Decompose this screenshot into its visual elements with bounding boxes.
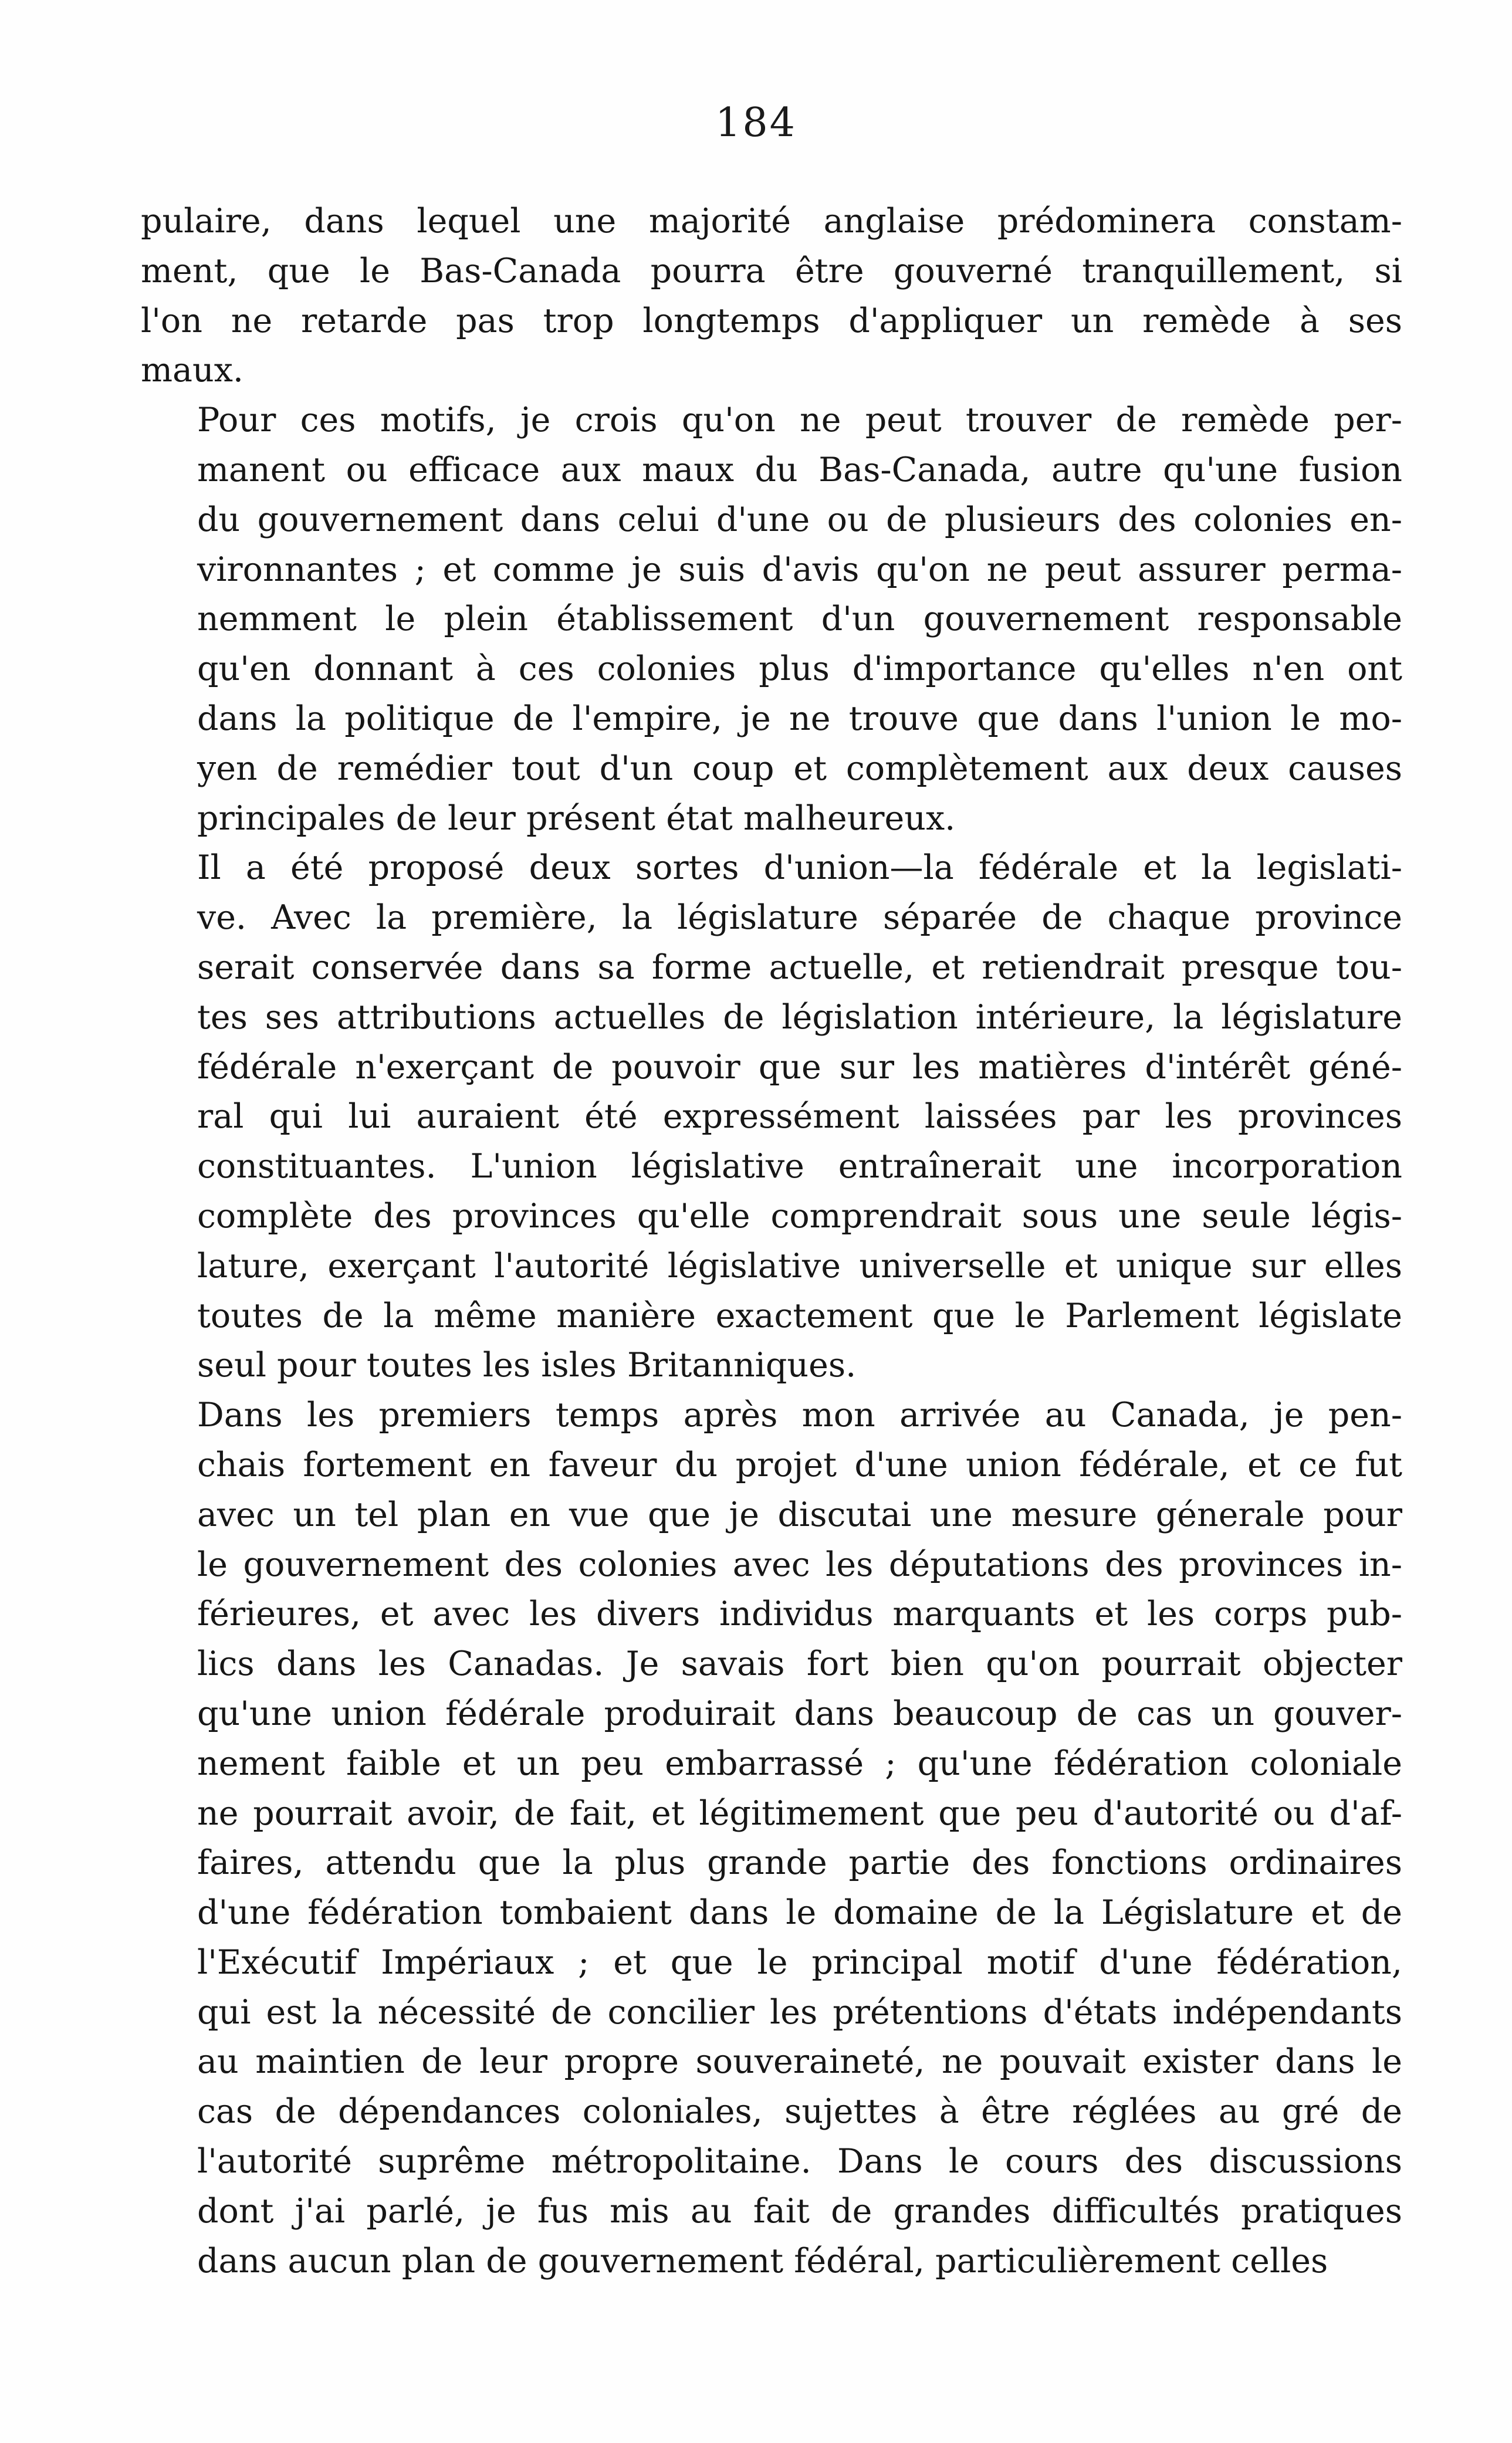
text-line: constituantes. L'union législative entraînerait une incorporation	[197, 1147, 1402, 1186]
text-line: dans aucun plan de gouvernement fédéral, particulièrement celles	[197, 2241, 1328, 2280]
text-line: vironnantes ; et comme je suis d'avis qu'on ne peut assurer perma-	[197, 550, 1402, 589]
text-line: dans la politique de l'empire, je ne trouve que dans l'union le mo-	[197, 699, 1402, 738]
text-line: lics dans les Canadas. Je savais fort bien qu'on pourrait objecter	[197, 1645, 1402, 1684]
text-line: nemment le plein établissement d'un gouvernement responsable	[197, 600, 1402, 639]
text-line: férieures, et avec les divers individus marquants et les corps pub-	[197, 1595, 1402, 1634]
text-line: avec un tel plan en vue que je discutai une mesure génerale pour	[197, 1495, 1402, 1534]
text-line: le gouvernement des colonies avec les députations des provinces in-	[197, 1545, 1402, 1584]
text-line: dont j'ai parlé, je fus mis au fait de grandes difficultés pratiques	[197, 2191, 1402, 2231]
text-line: ve. Avec la première, la législature séparée de chaque province	[197, 898, 1402, 938]
text-line: faires, attendu que la plus grande partie des fonctions ordinaires	[197, 1843, 1402, 1883]
text-line: nement faible et un peu embarrassé ; qu'une fédération coloniale	[197, 1744, 1402, 1783]
text-line: toutes de la même manière exactement que le Parlement législate	[197, 1296, 1402, 1335]
text-line: l'on ne retarde pas trop longtemps d'appliquer un remède à ses	[141, 301, 1402, 340]
body-text	[141, 197, 1402, 2286]
text-line: Dans les premiers temps après mon arrivée au Canada, je pen-	[197, 1396, 1402, 1435]
text-line: tes ses attributions actuelles de législation intérieure, la législature	[197, 997, 1402, 1037]
text-line: ne pourrait avoir, de fait, et légitimement que peu d'autorité ou d'af-	[197, 1794, 1402, 1833]
text-line: l'autorité suprême métropolitaine. Dans le cours des discussions	[197, 2142, 1402, 2181]
text-line: fédérale n'exerçant de pouvoir que sur les matières d'intérêt géné-	[197, 1047, 1402, 1087]
text-line: Pour ces motifs, je crois qu'on ne peut trouver de remède per-	[197, 401, 1402, 440]
text-line: seul pour toutes les isles Britanniques.	[197, 1346, 857, 1385]
text-line: l'Exécutif Impériaux ; et que le principal motif d'une fédération,	[197, 1943, 1402, 1982]
text-line: Il a été proposé deux sortes d'union—la fédérale et la legislati-	[197, 848, 1402, 888]
text-line: lature, exerçant l'autorité législative universelle et unique sur elles	[197, 1246, 1402, 1285]
text-line: chais fortement en faveur du projet d'une union fédérale, et ce fut	[197, 1445, 1402, 1484]
text-line: complète des provinces qu'elle comprendrait sous une seule légis-	[197, 1196, 1402, 1236]
paragraph	[141, 197, 1402, 395]
paragraph	[141, 395, 1402, 843]
text-line: ment, que le Bas-Canada pourra être gouverné tranquillement, si	[141, 251, 1402, 290]
text-line: ral qui lui auraient été expressément laissées par les provinces	[197, 1097, 1402, 1136]
text-line: pulaire, dans lequel une majorité anglaise prédominera constam-	[141, 202, 1402, 241]
text-line: qu'en donnant à ces colonies plus d'importance qu'elles n'en ont	[197, 649, 1402, 689]
text-line: qu'une union fédérale produirait dans beaucoup de cas un gouver-	[197, 1694, 1402, 1733]
text-line: principales de leur présent état malheureux.	[197, 798, 956, 838]
text-line: qui est la nécessité de concilier les prétentions d'états indépendants	[197, 1992, 1402, 2032]
text-line: du gouvernement dans celui d'une ou de plusieurs des colonies en-	[197, 500, 1402, 539]
paragraph	[141, 843, 1402, 1390]
text-line: maux.	[141, 351, 244, 390]
text-line: au maintien de leur propre souveraineté, ne pouvait exister dans le	[197, 2042, 1402, 2082]
text-line: manent ou efficace aux maux du Bas-Canada, autre qu'une fusion	[197, 450, 1402, 489]
paragraph	[141, 1390, 1402, 2286]
text-line: serait conservée dans sa forme actuelle, et retiendrait presque tou-	[197, 948, 1402, 987]
text-line: yen de remédier tout d'un coup et complètement aux deux causes	[197, 749, 1402, 788]
text-line: cas de dépendances coloniales, sujettes à être réglées au gré de	[197, 2092, 1402, 2131]
page-number: 184	[715, 100, 797, 146]
text-line: d'une fédération tombaient dans le domaine de la Législature et de	[197, 1893, 1402, 1933]
